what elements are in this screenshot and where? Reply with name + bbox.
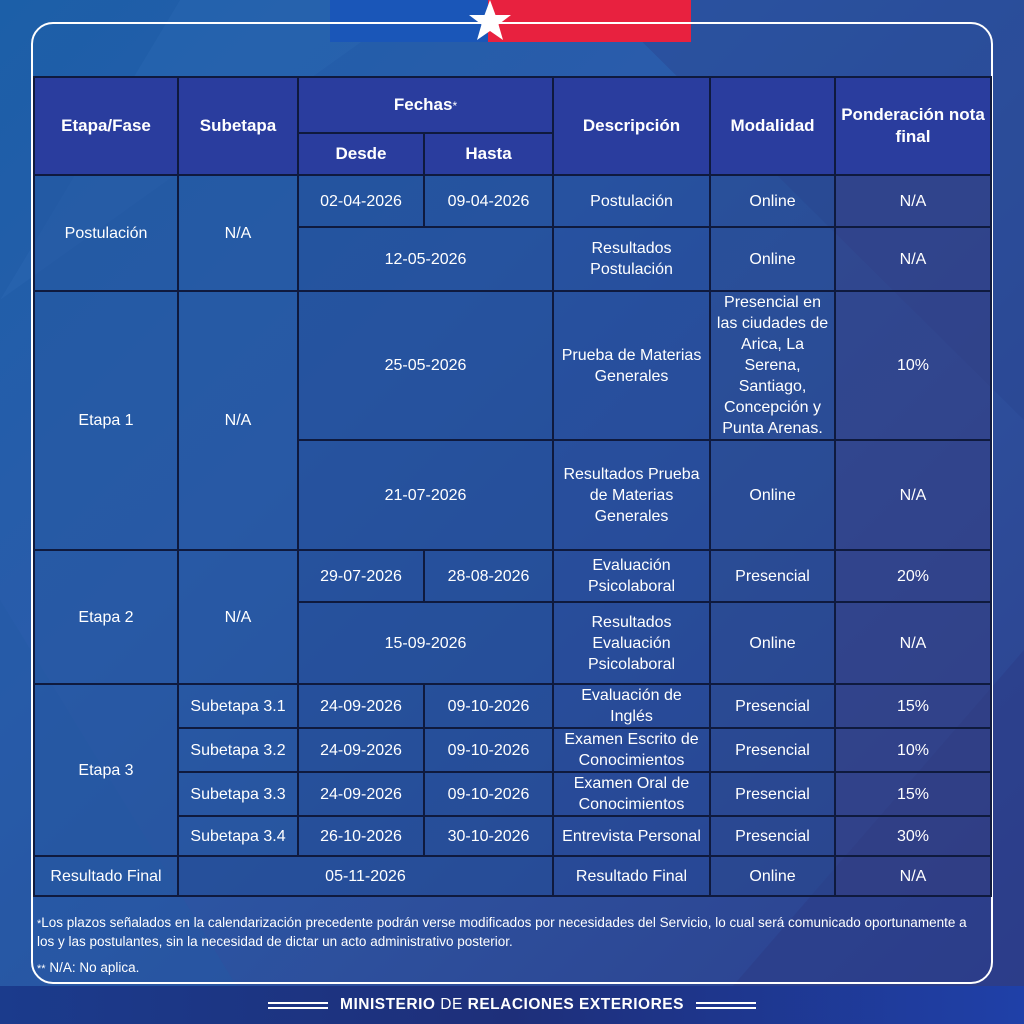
ponderacion-cell: N/A <box>835 602 991 684</box>
modalidad-cell: Online <box>710 175 835 227</box>
subetapa-cell: Subetapa 3.4 <box>178 816 298 856</box>
table-row <box>34 684 991 728</box>
ponderacion-cell: N/A <box>835 856 991 896</box>
ponderacion-cell: N/A <box>835 440 991 550</box>
fecha-cell: 05-11-2026 <box>178 856 553 896</box>
header-fechas-mark: * <box>452 99 458 113</box>
header-hasta: Hasta <box>424 133 553 175</box>
hasta-cell: 09-10-2026 <box>424 728 553 772</box>
fecha-cell: 25-05-2026 <box>298 291 553 440</box>
descripcion-cell: Resultados Postulación <box>553 227 710 291</box>
modalidad-cell: Presencial <box>710 728 835 772</box>
fecha-cell: 21-07-2026 <box>298 440 553 550</box>
footnote-1 <box>37 914 987 951</box>
header-modalidad: Modalidad <box>710 77 835 175</box>
subetapa-cell: Subetapa 3.1 <box>178 684 298 728</box>
modalidad-cell: Online <box>710 227 835 291</box>
descripcion-cell: Examen Oral de Conocimientos <box>553 772 710 816</box>
hasta-cell: 30-10-2026 <box>424 816 553 856</box>
ponderacion-cell: N/A <box>835 175 991 227</box>
desde-cell: 24-09-2026 <box>298 728 424 772</box>
desde-cell: 02-04-2026 <box>298 175 424 227</box>
hasta-cell: 09-10-2026 <box>424 684 553 728</box>
desde-cell: 29-07-2026 <box>298 550 424 602</box>
header-subetapa: Subetapa <box>178 77 298 175</box>
subetapa-cell: N/A <box>178 175 298 291</box>
footer-lines-right <box>696 1002 756 1009</box>
descripcion-cell: Examen Escrito de Conocimientos <box>553 728 710 772</box>
footnotes <box>37 914 987 978</box>
fecha-cell: 15-09-2026 <box>298 602 553 684</box>
ponderacion-cell: 10% <box>835 291 991 440</box>
descripcion-cell: Entrevista Personal <box>553 816 710 856</box>
footer-word-ministerio: MINISTERIO <box>340 996 436 1013</box>
table-row <box>34 291 991 440</box>
footer-word-relaciones: RELACIONES EXTERIORES <box>467 996 684 1013</box>
desde-cell: 24-09-2026 <box>298 772 424 816</box>
table-row <box>34 175 991 227</box>
calendar-table <box>33 76 992 897</box>
footer-word-de: DE <box>440 996 463 1013</box>
descripcion-cell: Postulación <box>553 175 710 227</box>
descripcion-cell: Evaluación de Inglés <box>553 684 710 728</box>
modalidad-cell: Presencial en las ciudades de Arica, La Serena, Santiago, Concepción y Punta Arenas. <box>710 291 835 440</box>
header-fechas <box>298 77 553 133</box>
descripcion-cell: Prueba de Materias Generales <box>553 291 710 440</box>
footer-lines-left <box>268 1002 328 1009</box>
footnote-1-text: Los plazos señalados en la calendarización precedente podrán verse modificados por necesidades del Servicio, lo cual será comunicado oportunamente a los y las postulantes, sin la necesidad de dictar un acto administrativo posterior. <box>37 915 967 949</box>
footnote-2-text: N/A: No aplica. <box>49 960 140 975</box>
header-etapa: Etapa/Fase <box>34 77 178 175</box>
modalidad-cell: Presencial <box>710 772 835 816</box>
ponderacion-cell: 15% <box>835 684 991 728</box>
footnote-2-mark: ** <box>37 963 46 975</box>
ponderacion-cell: 20% <box>835 550 991 602</box>
modalidad-cell: Online <box>710 602 835 684</box>
ponderacion-cell: 30% <box>835 816 991 856</box>
subetapa-cell: N/A <box>178 550 298 684</box>
header-desde: Desde <box>298 133 424 175</box>
table-row <box>34 728 991 772</box>
modalidad-cell: Presencial <box>710 816 835 856</box>
modalidad-cell: Presencial <box>710 684 835 728</box>
table-row <box>34 816 991 856</box>
subetapa-cell: Subetapa 3.2 <box>178 728 298 772</box>
footnote-2 <box>37 959 987 978</box>
etapa-cell: Resultado Final <box>34 856 178 896</box>
footnote-1-mark: * <box>37 918 42 930</box>
desde-cell: 24-09-2026 <box>298 684 424 728</box>
hasta-cell: 09-04-2026 <box>424 175 553 227</box>
descripcion-cell: Resultados Evaluación Psicolaboral <box>553 602 710 684</box>
hasta-cell: 28-08-2026 <box>424 550 553 602</box>
ponderacion-cell: N/A <box>835 227 991 291</box>
subetapa-cell: N/A <box>178 291 298 550</box>
descripcion-cell: Evaluación Psicolaboral <box>553 550 710 602</box>
header-descripcion: Descripción <box>553 77 710 175</box>
fecha-cell: 12-05-2026 <box>298 227 553 291</box>
ponderacion-cell: 10% <box>835 728 991 772</box>
modalidad-cell: Online <box>710 440 835 550</box>
desde-cell: 26-10-2026 <box>298 816 424 856</box>
descripcion-cell: Resultados Prueba de Materias Generales <box>553 440 710 550</box>
etapa-cell: Etapa 3 <box>34 684 178 856</box>
table-row <box>34 856 991 896</box>
modalidad-cell: Online <box>710 856 835 896</box>
table-row <box>34 772 991 816</box>
etapa-cell: Etapa 2 <box>34 550 178 684</box>
hasta-cell: 09-10-2026 <box>424 772 553 816</box>
table-row <box>34 550 991 602</box>
etapa-cell: Postulación <box>34 175 178 291</box>
footer-title <box>340 996 684 1014</box>
header-fechas-label: Fechas <box>393 95 453 114</box>
subetapa-cell: Subetapa 3.3 <box>178 772 298 816</box>
etapa-cell: Etapa 1 <box>34 291 178 550</box>
header-ponderacion: Ponderación nota final <box>835 77 991 175</box>
modalidad-cell: Presencial <box>710 550 835 602</box>
ministry-footer <box>0 986 1024 1024</box>
ponderacion-cell: 15% <box>835 772 991 816</box>
descripcion-cell: Resultado Final <box>553 856 710 896</box>
